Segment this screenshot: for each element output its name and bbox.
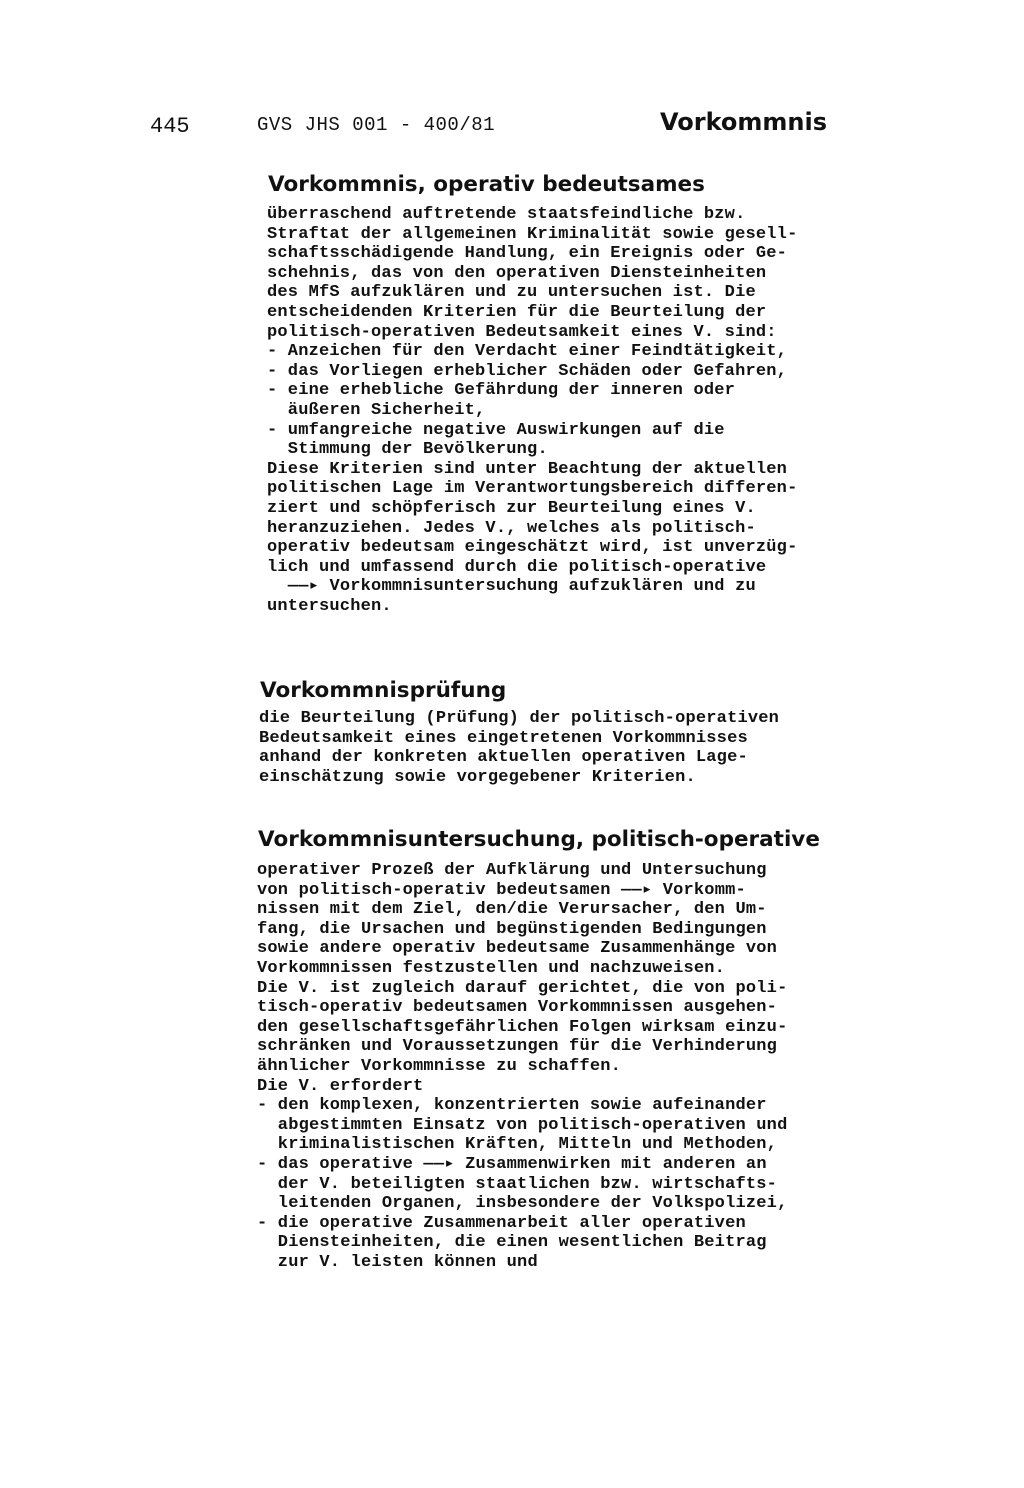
- text-line: ——▸ Vorkommnisuntersuchung aufzuklären und zu: [267, 577, 756, 597]
- text-line: die Beurteilung (Prüfung) der politisch-operativen: [259, 709, 780, 728]
- text-line: kriminalistischen Kräften, Mitteln und Methoden,: [257, 1135, 778, 1155]
- text-line: schränken und Voraussetzungen für die Verhinderung: [257, 1037, 778, 1057]
- text-line: anhand der konkreten aktuellen operativen Lage-: [259, 748, 748, 768]
- text-line: Vorkommnissen festzustellen und nachzuweisen.: [257, 958, 726, 978]
- text-line: Die V. erfordert: [257, 1076, 424, 1096]
- entry-title-vorkommnispruefung: Vorkommnisprüfung: [260, 678, 507, 703]
- text-line: lich und umfassend durch die politisch-operative: [267, 557, 767, 577]
- entry-title-vorkommnis-operativ-bedeutsames: Vorkommnis, operativ bedeutsames: [268, 172, 705, 197]
- page-number: 445: [150, 114, 190, 139]
- text-line: - eine erhebliche Gefährdung der inneren oder: [267, 381, 736, 401]
- text-line: Bedeutsamkeit eines eingetretenen Vorkommnisses: [259, 728, 748, 748]
- text-line: entscheidenden Kriterien für die Beurteilung der: [267, 302, 767, 322]
- text-line: überraschend auftretende staatsfeindliche bzw.: [267, 205, 746, 224]
- entry-body-vorkommnisuntersuchung: [257, 861, 788, 1272]
- text-line: der V. beteiligten staatlichen bzw. wirtschafts-: [257, 1174, 778, 1194]
- entry-body-vorkommnispruefung: [259, 709, 779, 787]
- text-line: operativ bedeutsam eingeschätzt wird, ist unverzüg-: [267, 538, 798, 558]
- text-line: politischen Lage im Verantwortungsbereich differen-: [267, 479, 798, 499]
- text-line: untersuchen.: [267, 596, 392, 616]
- text-line: tisch-operativ bedeutsamen Vorkommnissen ausgehen-: [257, 998, 778, 1018]
- text-line: - den komplexen, konzentrierten sowie aufeinander: [257, 1096, 767, 1116]
- text-line: Diese Kriterien sind unter Beachtung der aktuellen: [267, 459, 788, 479]
- text-line: Die V. ist zugleich darauf gerichtet, die von poli-: [257, 978, 788, 998]
- text-line: ziert und schöpferisch zur Beurteilung eines V.: [267, 498, 756, 518]
- text-line: Straftat der allgemeinen Kriminalität sowie gesell-: [267, 224, 798, 244]
- text-line: abgestimmten Einsatz von politisch-operativen und: [257, 1115, 788, 1135]
- text-line: von politisch-operativ bedeutsamen ——▸ Vorkomm-: [257, 880, 746, 900]
- document-reference: GVS JHS 001 - 400/81: [257, 114, 496, 136]
- text-line: zur V. leisten können und: [257, 1252, 538, 1272]
- text-line: - die operative Zusammenarbeit aller operativen: [257, 1213, 746, 1233]
- text-line: fang, die Ursachen und begünstigenden Bedingungen: [257, 919, 767, 939]
- page-header: [150, 108, 850, 148]
- text-line: - Anzeichen für den Verdacht einer Feindtätigkeit,: [267, 342, 788, 362]
- entry-title-vorkommnisuntersuchung: Vorkommnisuntersuchung, politisch-operative: [258, 827, 820, 852]
- text-line: ähnlicher Vorkommnisse zu schaffen.: [257, 1056, 622, 1076]
- text-line: - das Vorliegen erheblicher Schäden oder Gefahren,: [267, 361, 788, 381]
- text-line: - das operative ——▸ Zusammenwirken mit anderen an: [257, 1154, 767, 1174]
- text-line: schaftsschädigende Handlung, ein Ereignis oder Ge-: [267, 244, 788, 264]
- text-line: nissen mit dem Ziel, den/die Verursacher, den Um-: [257, 900, 767, 920]
- text-line: äußeren Sicherheit,: [267, 400, 486, 420]
- text-line: operativer Prozeß der Aufklärung und Untersuchung: [257, 861, 767, 880]
- text-line: - umfangreiche negative Auswirkungen auf die: [267, 420, 725, 440]
- text-line: einschätzung sowie vorgegebener Kriterien.: [259, 767, 696, 787]
- text-line: sowie andere operativ bedeutsame Zusammenhänge von: [257, 939, 778, 959]
- text-line: schehnis, das von den operativen Diensteinheiten: [267, 263, 767, 283]
- text-line: des MfS aufzuklären und zu untersuchen ist. Die: [267, 283, 756, 303]
- text-line: Diensteinheiten, die einen wesentlichen Beitrag: [257, 1233, 767, 1253]
- text-line: heranzuziehen. Jedes V., welches als politisch-: [267, 518, 756, 538]
- text-line: den gesellschaftsgefährlichen Folgen wirksam einzu-: [257, 1017, 788, 1037]
- entry-body-vorkommnis-operativ-bedeutsames: [267, 205, 798, 616]
- text-line: politisch-operativen Bedeutsamkeit eines V. sind:: [267, 322, 777, 342]
- text-line: leitenden Organen, insbesondere der Volkspolizei,: [257, 1194, 788, 1214]
- text-line: Stimmung der Bevölkerung.: [267, 440, 548, 460]
- running-head: Vorkommnis: [660, 108, 828, 136]
